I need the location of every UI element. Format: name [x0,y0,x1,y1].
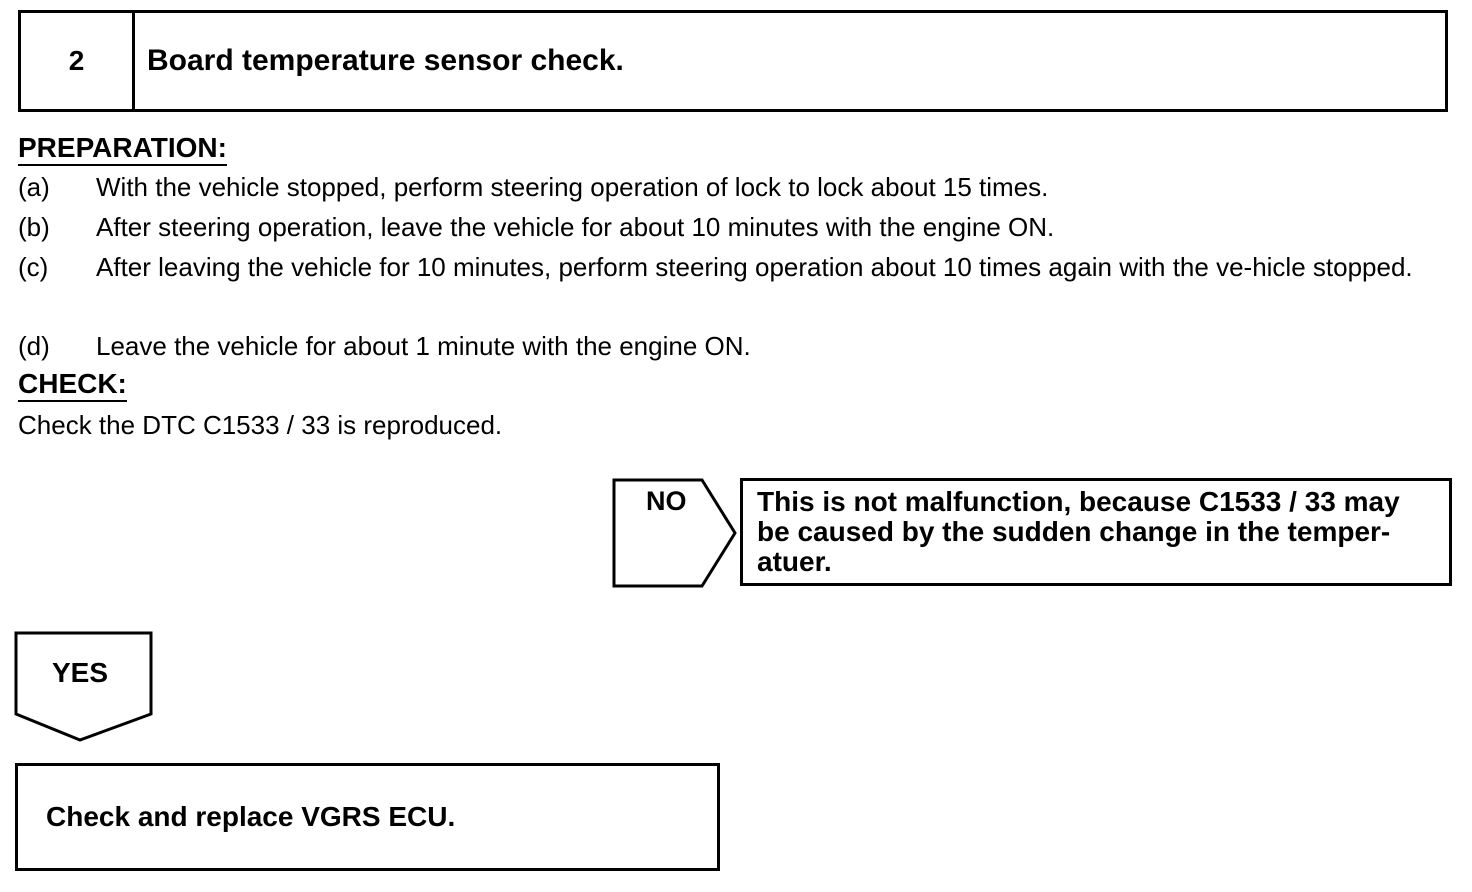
yes-action-box: Check and replace VGRS ECU. [15,763,720,871]
prep-item-letter-b: (b) [18,212,50,242]
no-label: NO [646,486,687,516]
prep-item-text-d: Leave the vehicle for about 1 minute with the engine ON. [96,331,751,361]
prep-item-letter-d: (d) [18,331,50,361]
prep-item-letter-c: (c) [18,252,49,282]
step-number: 2 [21,13,135,109]
yes-label: YES [52,657,109,688]
prep-item-text-a: With the vehicle stopped, perform steering operation of lock to lock about 15 times. [96,172,1049,202]
no-result-box: This is not malfunction, because C1533 / 33 may be caused by the sudden change in the temper-atuer. [740,478,1452,586]
prep-item-text-b: After steering operation, leave the vehicle for about 10 minutes with the engine ON. [96,212,1055,242]
check-text: Check the DTC C1533 / 33 is reproduced. [18,410,503,440]
check-heading: CHECK: [18,368,127,402]
prep-item-letter-a: (a) [18,172,50,202]
step-title: Board temperature sensor check. [147,44,624,77]
prep-item-text-c: After leaving the vehicle for 10 minutes, perform steering operation about 10 times again with the ve-hicle stopped. [96,252,1413,282]
preparation-heading: PREPARATION: [18,132,227,166]
